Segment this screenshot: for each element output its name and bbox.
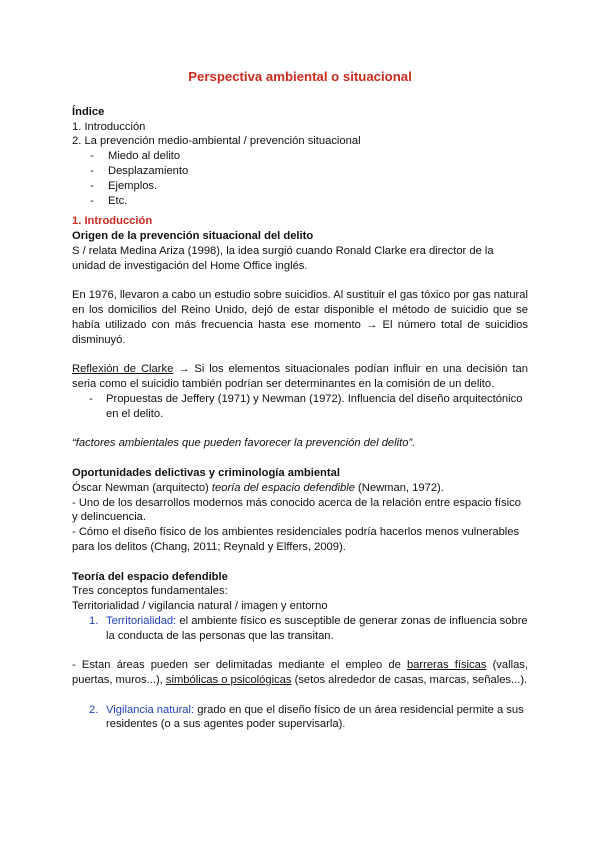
term-physical-barriers: barreras físicas bbox=[406, 659, 487, 672]
subheading-theory: Teoría del espacio defendible bbox=[72, 570, 228, 583]
index-subitem: - Miedo al delito bbox=[72, 149, 528, 164]
numbered-item-territoriality bbox=[72, 614, 528, 644]
item-number: 1. bbox=[89, 614, 99, 627]
paragraph-clarke bbox=[72, 362, 528, 392]
barriers-text: (setos alrededor de casas, marcas, señales...). bbox=[291, 674, 528, 687]
paragraph: S / relata Medina Ariza (1998), la idea surgió cuando Ronald Clarke era director de la unidad de investigación del Home Office inglés. bbox=[72, 244, 494, 272]
clarke-reflection-term: Reflexión de Clarke bbox=[72, 363, 174, 376]
subheading-origin: Origen de la prevención situacional del delito bbox=[72, 230, 314, 243]
barriers-text: - Estan áreas pueden ser delimitadas mediante el empleo de bbox=[72, 659, 407, 672]
index-item: 2. La prevención medio-ambiental / prevención situacional bbox=[72, 135, 361, 148]
paragraph: - Cómo el diseño físico de los ambientes residenciales podría hacerlos menos vulnerables para los delitos (Chang, 2011; Reynald y Elffers, 2009). bbox=[72, 526, 520, 553]
item-number: 2. bbox=[89, 703, 99, 716]
paragraph: - Uno de los desarrollos modernos más conocido acerca de la relación entre espacio físico y delincuencia. bbox=[72, 496, 521, 524]
clarke-reflection-text: → Si los elementos situacionales podían influir en una decisión tan seria como el suicidio también podrían ser determinantes en la comisión de un delito. bbox=[72, 363, 528, 391]
newman-text: Óscar Newman (arquitecto) bbox=[72, 481, 212, 494]
paragraph-newman bbox=[72, 481, 528, 496]
item-text: grado en que el diseño físico de un área residencial permite a sus residentes (o a sus agentes poder supervisarla). bbox=[106, 703, 524, 731]
index-heading: Índice bbox=[72, 105, 105, 118]
index-subitem: - Etc. bbox=[72, 194, 528, 209]
page-title: Perspectiva ambiental o situacional bbox=[188, 69, 412, 84]
section-heading-intro: 1. Introducción bbox=[72, 215, 153, 228]
term-symbolic-barriers: simbólicas o psicológicas bbox=[165, 674, 292, 687]
index-sublist bbox=[72, 149, 528, 208]
newman-theory: teoría del espacio defendible bbox=[211, 481, 355, 494]
paragraph: En 1976, llevaron a cabo un estudio sobre suicidios. Al sustituir el gas tóxico por gas natural en los domicilios del Reino Unido, dejó de estar disponible el método de suicidio que se había utilizado con más frecuencia hasta ese momento → El número total de suicidios disminuyó. bbox=[72, 289, 528, 346]
item-text: el ambiente físico es susceptible de generar zonas de influencia sobre la conducta de las personas que las transitan. bbox=[106, 614, 528, 642]
numbered-item-surveillance bbox=[72, 703, 528, 733]
newman-citation: (Newman, 1972). bbox=[354, 481, 444, 494]
paragraph: Territorialidad / vigilancia natural / imagen y entorno bbox=[72, 600, 328, 613]
barriers-text: (vallas, puertas, muros...), bbox=[72, 659, 529, 687]
index-subitem: - Desplazamiento bbox=[72, 164, 528, 179]
quote: “factores ambientales que pueden favorecer la prevención del delito”. bbox=[72, 437, 416, 450]
term-natural-surveillance: Vigilancia natural: bbox=[106, 703, 195, 716]
document-page bbox=[72, 70, 528, 732]
term-territoriality: Territorialidad: bbox=[106, 614, 177, 627]
index-item: 1. Introducción bbox=[72, 120, 146, 133]
paragraph-barriers bbox=[72, 658, 528, 688]
index-subitem: - Ejemplos. bbox=[72, 179, 528, 194]
paragraph: Tres conceptos fundamentales: bbox=[72, 585, 228, 598]
subheading-opportunities: Oportunidades delictivas y criminología ambiental bbox=[72, 466, 340, 479]
bullet-text: Propuestas de Jeffery (1971) y Newman (1972). Influencia del diseño arquitectónico en el delito. bbox=[106, 392, 523, 420]
bullet-item: - Propuestas de Jeffery (1971) y Newman (1972). Influencia del diseño arquitectónico en el delito. bbox=[89, 392, 523, 420]
